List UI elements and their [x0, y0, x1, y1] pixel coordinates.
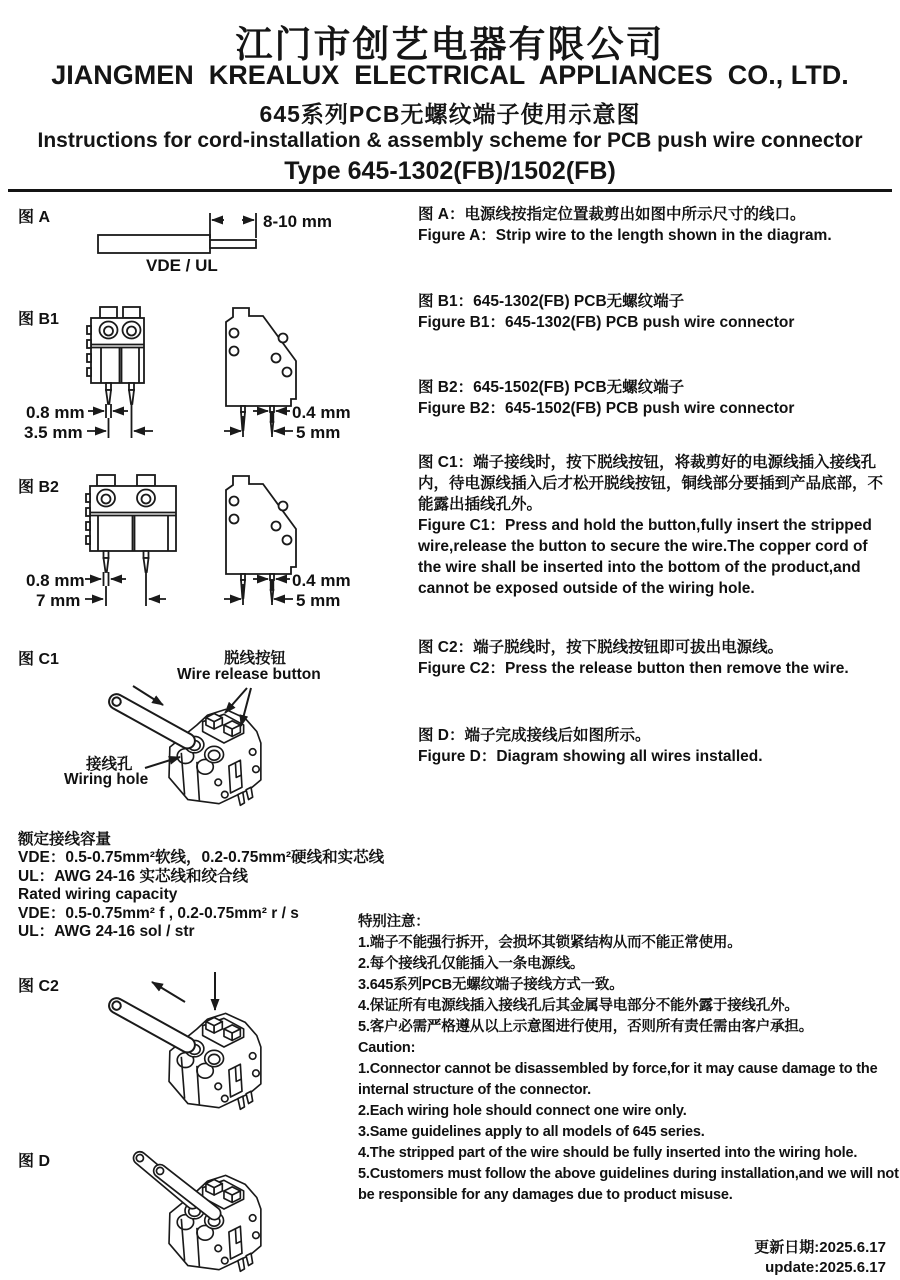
figure-b2-desc-en: Figure B2：645-1502(FB) PCB push wire connector [418, 400, 795, 417]
figure-b2-pitch-label: 7 mm [36, 591, 81, 610]
figure-c2-label: 图 C2 [18, 978, 59, 995]
figure-c1-desc-cn: 图 C1：端子接线时，按下脱线按钮，将裁剪好的电源线插入接线孔内，待电源线插入后才松开脱线按钮，铜线部分要插到产品底部，不能露出插线孔外。 [418, 454, 884, 513]
wire [106, 691, 197, 751]
caution-item-cn-1: 1.端子不能强行拆开，会损坏其锁紧结构从而不能正常使用。 [358, 935, 742, 951]
capacity-title-en: Rated wiring capacity [18, 886, 178, 904]
figure-a-desc-cn: 图 A：电源线按指定位置裁剪出如图中所示尺寸的线口。 [418, 206, 806, 223]
update-date-block [754, 1238, 886, 1278]
caution-block [358, 912, 900, 1206]
connector-body [169, 709, 261, 805]
caution-item-cn-2: 2.每个接线孔仅能插入一条电源线。 [358, 956, 585, 972]
figure-c1-description [418, 452, 892, 599]
figure-b1-desc-cn: 图 B1：645-1302(FB) PCB无螺纹端子 [418, 293, 685, 310]
figure-d-description [418, 725, 892, 767]
figure-b2-label: 图 B2 [18, 479, 59, 496]
figure-c2-drawing [55, 968, 345, 1133]
release-button-label-cn: 脱线按钮 [224, 650, 287, 667]
release-button-label-en: Wire release button [177, 666, 321, 683]
figure-b2-desc-cn: 图 B2：645-1502(FB) PCB无螺纹端子 [418, 379, 685, 396]
caution-item-en-2: 2.Each wiring hole should connect one wire only. [358, 1103, 687, 1119]
update-date-en: update:2025.6.17 [765, 1259, 886, 1276]
figure-c2-desc-en: Figure C2：Press the release button then remove the wire. [418, 660, 849, 677]
figure-c1-drawing [55, 672, 345, 832]
type-line: Type 645-1302(FB)/1502(FB) [284, 157, 616, 185]
capacity-ul-cn: UL：AWG 24-16 实芯线和绞合线 [18, 867, 248, 885]
figure-b1-pin-width-label: 0.8 mm [26, 403, 85, 422]
figure-a-label: 图 A [18, 209, 51, 226]
figure-b1-description [418, 291, 892, 333]
figure-a-desc-en: Figure A：Strip wire to the length shown in the diagram. [418, 227, 832, 244]
caution-item-cn-3: 3.645系列PCB无螺纹端子接线方式一致。 [358, 977, 624, 993]
figure-a-standard-label: VDE / UL [146, 256, 218, 275]
figure-d-desc-cn: 图 D：端子完成接线后如图所示。 [418, 727, 651, 744]
figure-b2-pin-thickness-label: 0.4 mm [292, 571, 351, 590]
capacity-vde-en: VDE：0.5-0.75mm² f , 0.2-0.75mm² r / s [18, 904, 299, 922]
figure-d-label: 图 D [18, 1153, 51, 1170]
caution-item-en-3: 3.Same guidelines apply to all models of 645 series. [358, 1124, 705, 1140]
caution-item-cn-4: 4.保证所有电源线插入接线孔后其金属导电部分不能外露于接线孔外。 [358, 998, 799, 1014]
capacity-ul-en: UL：AWG 24-16 sol / str [18, 923, 195, 941]
release-button-leader-arrow [225, 688, 247, 713]
capacity-title-cn: 额定接线容量 [18, 831, 112, 848]
figure-d-drawing [55, 1140, 345, 1280]
company-name-en: JIANGMEN KREALUX ELECTRICAL APPLIANCES CO., LTD. [51, 60, 849, 90]
rated-capacity-block [18, 831, 408, 941]
doc-subtitle-en: Instructions for cord-installation & assembly scheme for PCB push wire connector [37, 129, 863, 152]
doc-subtitle-cn: 645系列PCB无螺纹端子使用示意图 [259, 101, 641, 127]
figure-c2-desc-cn: 图 C2：端子脱线时，按下脱线按钮即可拔出电源线。 [418, 639, 784, 656]
figure-b1-pin-thickness-label: 0.4 mm [292, 403, 351, 422]
figure-b1-label: 图 B1 [18, 311, 59, 328]
caution-item-en-5: 5.Customers must follow the above guidelines during installation,and we will not be responsible for any damages due to product misuse. [358, 1166, 899, 1203]
figure-b2-description [418, 377, 892, 419]
figure-a-strip-length-label: 8-10 mm [263, 212, 332, 231]
caution-item-en-4: 4.The stripped part of the wire should be fully inserted into the wiring hole. [358, 1145, 858, 1161]
figure-c1-desc-en: Figure C1：Press and hold the button,fully insert the stripped wire,release the button to secure the wire.The copper cord of the wire shall be inserted into the bottom of the product,and cannot be exposed outside of the wiring hole. [418, 517, 872, 597]
capacity-vde-cn: VDE：0.5-0.75mm²软线，0.2-0.75mm²硬线和实芯线 [18, 849, 385, 867]
figure-a-description [418, 204, 892, 246]
remove-direction-arrow [152, 982, 185, 1002]
insert-direction-arrow [133, 686, 163, 705]
wiring-hole-label-cn: 接线孔 [86, 756, 133, 773]
figure-b2-pin-width-label: 0.8 mm [26, 571, 85, 590]
figure-b1-desc-en: Figure B1：645-1302(FB) PCB push wire connector [418, 314, 795, 331]
wire [106, 995, 197, 1055]
figure-c1-label: 图 C1 [18, 651, 59, 668]
caution-title-cn: 特别注意： [358, 914, 430, 930]
caution-title-en: Caution: [358, 1040, 416, 1056]
figure-b2-pin-length-label: 5 mm [296, 591, 341, 610]
header-divider [8, 189, 892, 192]
connector-body [169, 1013, 261, 1109]
company-name-cn: 江门市创艺电器有限公司 [235, 24, 665, 65]
figure-b1-pitch-label: 3.5 mm [24, 423, 83, 442]
update-date-cn: 更新日期:2025.6.17 [754, 1239, 886, 1256]
figure-b1-pin-length-label: 5 mm [296, 423, 341, 442]
figure-c2-description [418, 637, 892, 679]
figure-d-desc-en: Figure D：Diagram showing all wires installed. [418, 748, 763, 765]
caution-item-en-1: 1.Connector cannot be disassembled by force,for it may cause damage to the internal structure of the connector. [358, 1061, 878, 1098]
wiring-hole-label-en: Wiring hole [64, 771, 149, 788]
caution-item-cn-5: 5.客户必需严格遵从以上示意图进行使用，否则所有责任需由客户承担。 [358, 1019, 813, 1035]
